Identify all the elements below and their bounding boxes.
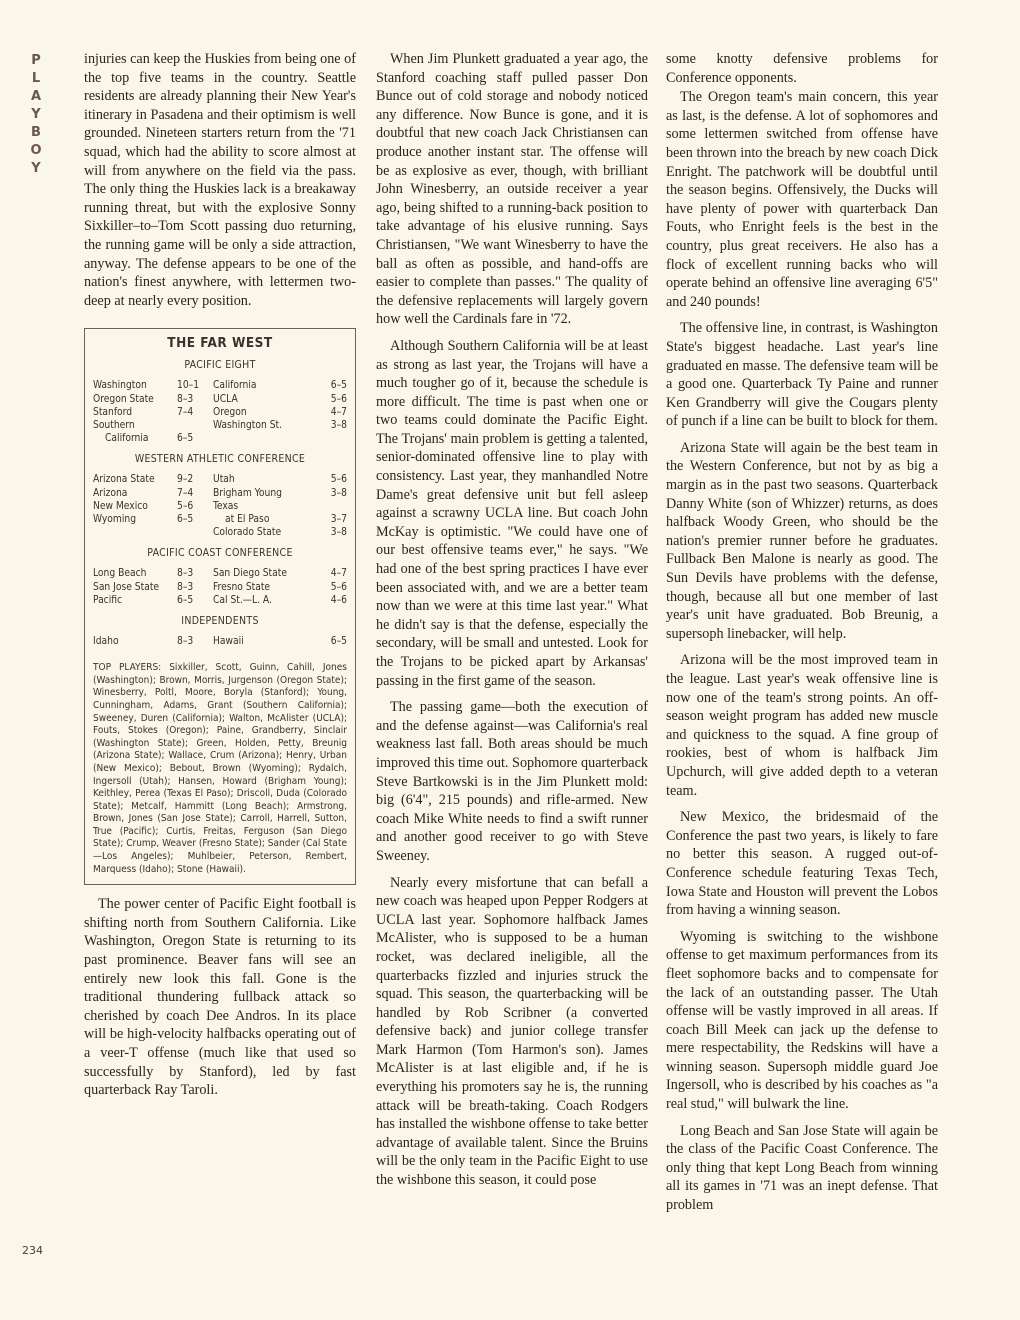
team-name: California [213,380,257,392]
team-name: San Diego State [213,568,287,580]
team-record: 6–5 [177,594,194,606]
team-record: 4–7 [330,406,347,418]
team-name: Texas [213,500,239,512]
team-record: 8–3 [177,635,194,647]
team-name: Stanford [93,406,133,418]
team-record: 5–6 [177,500,194,512]
conference-heading: PACIFIC EIGHT [184,359,256,372]
column-3 [666,50,938,1215]
paragraph: Although Southern California will be at least as strong as last year, the Trojans will have a much tougher go of it, because the schedule is more difficult. The time is past when one or two teams could dominate the Pacific Eight. The Trojans' main problem is getting a talented, senior-dominated offensive line to play with consistency. Last year, they manhandled Notre Dame's great defensive unit but fell asleep against a scrawny UCLA line. But coach John McKay is optimistic. "We could have one of our best offensive teams ever," he says. "We had one of the best spring practices I have ever been associated with, and we are a better team now than we were at this time last year." What he didn't say is that the defense, especially the secondary, will be small and untested. Look for the Trojans to be picked apart by Arkansas' passing in the first game of the season. [376,337,648,689]
masthead-letter: P [31,53,41,68]
team-name: Southern [93,419,135,431]
team-record: 3–8 [330,419,347,431]
team-name: Long Beach [93,568,147,580]
team-record: 4–6 [330,594,347,606]
top-players: TOP PLAYERS: Sixkiller, Scott, Guinn, Cahill, Jones (Washington); Brown, Morris, Jurgenson (Oregon State); Winesberry, Poltl, Moore, Boryla (Stanford); Young, Cunningham, Adams, Grant (Southern California); Sweeney, Duren (California); Walton, McAlister (UCLA); Fouts, Stokes (Oregon); Paine, Grandberry, Sinclair (Washington State); Green, Holden, Petty, Breunig (Arizona State); Wallace, Crum (Arizona); Henry, Urban (New Mexico); Bebout, Brown (Wyoming); Rydalch, Ingersoll (Utah); Hansen, Howard (Brigham Young); Keithley, Perea (Texas El Paso); Driscoll, Duda (Colorado State); Metcalf, Hammitt (Long Beach); Armstrong, Brown, Jones (San Jose State); Carroll, Harrell, Sutton, True (Pacific); Curtis, Freitas, Ferguson (San Diego State); Crump, Weaver (Fresno State); Sander (Cal State—Los Angeles); Muhlbeier, Peterson, Rembert, Marquess (Idaho); Stone (Hawaii). [93,662,348,875]
team-name: UCLA [213,393,238,405]
team-record: 5–6 [330,581,347,593]
team-record: 3–8 [330,487,347,499]
paragraph: Wyoming is switching to the wishbone offense to get maximum performances from its fleet sophomore backs and to compensate for the lack of an outstanding passer. The Utah offense will be vastly improved in all areas. If coach Bill Meek can jack up the defense to mere respectability, the Redskins will have a winning season. Supersoph middle guard Joe Ingersoll, who is described by his coaches as "a real stud," will bulwark the line. [666,928,938,1113]
team-record: 6–5 [330,380,347,392]
team-name: Oregon State [93,393,154,405]
masthead-letter: L [31,71,41,86]
masthead-letter: Y [31,107,41,122]
team-record: 7–4 [177,487,194,499]
conference-heading: WESTERN ATHLETIC CONFERENCE [134,453,306,466]
paragraph: injuries can keep the Huskies from being one of the top five teams in the country. Seattle residents are already planning their New Year's itinerary in Pasadena and their optimism is well grounded. Nineteen starters return from the '71 squad, which had the ability to score almost at will from anywhere on the field via the pass. The only thing the Huskies lack is a breakaway running threat, but with the explosive Sonny Sixkiller–to–Tom Scott passing duo returning, the running game will be only a side attraction, anyway. The defense appears to be one of the nation's finest anywhere, with lettermen two-deep at nearly every position. [84,51,356,309]
team-name: Washington St. [213,419,283,431]
far-west-sidebar [84,328,356,885]
team-name: at El Paso [225,513,270,525]
conference-standings [93,359,347,648]
team-name: Oregon [213,406,247,418]
team-record: 8–3 [177,393,194,405]
paragraph: The passing game—both the execution of and the defense against—was California's real weakness last fall. Both areas should be much improved this time out. Sophomore quarterback Steve Bartkowski is in the Jim Plunkett mold: big (6'4", 215 pounds) and rifle-armed. New coach Mike White needs to find a swift runner and another good receiver to go with Steve Sweeney. [376,699,648,864]
team-name: San Jose State [93,581,160,593]
conference-heading: PACIFIC COAST CONFERENCE [147,547,293,560]
masthead-letter: Y [31,161,41,176]
team-name: Pacific [93,594,123,606]
paragraph: When Jim Plunkett graduated a year ago, the Stanford coaching staff pulled passer Don Bunce out of cold storage and nobody noticed any difference. Now Bunce is gone, and it is doubtful that new coach Jack Christiansen can produce another instant star. The offense will be as explosive as ever, though, with brilliant John Winesberry, an outside receiver a year ago, being shifted to a running-back position to take advantage of his elusive running. Says Christiansen, "We want Winesberry to have the ball as often as possible, and hand-offs are easier to complete than passes." The quality of the defensive replacements will largely govern how well the Cardinals fare in '72. [376,51,648,328]
team-record [177,526,213,539]
team-record: 5–6 [330,393,347,405]
team-name: Hawaii [213,635,244,647]
standings-table [93,567,347,607]
team-record [323,500,347,513]
paragraph: The offensive line, in contrast, is Washington State's biggest headache. Last year's line graduated en masse. The defensive team will be a good one. Quarterback Ty Paine and runner Ken Grandberry will give the Cougars plenty of punch if a line can be built to block for them. [666,320,938,430]
team-name: Cal St.—L. A. [213,594,272,606]
team-name: Arizona [93,487,128,499]
team-name: Colorado State [213,527,282,539]
team-name: Washington [93,380,147,392]
team-record: 6–5 [177,433,194,445]
team-name: Brigham Young [213,487,282,499]
paragraph: The power center of Pacific Eight football is shifting north from Southern California. Like Washington, Oregon State is returning to its past prominence. Beaver fans will see an entirely new look this fall. Gone is the traditional thundering fullback attack so cherished by coach Dee Andros. In its place will be high-velocity halfbacks operating out of a veer-T offense (much like that used so successfully by Stanford), led by fast quarterback Ray Taroli. [84,896,356,1099]
team-record: 3–7 [330,513,347,525]
team-record: 8–3 [177,581,194,593]
page-number: 234 [22,1244,43,1257]
masthead-letter: O [30,143,42,158]
standings-table [93,635,347,648]
team-name: Utah [213,474,235,486]
playboy-masthead [26,52,46,178]
team-name: Wyoming [93,513,137,525]
column-2 [376,50,648,1190]
standings-table [93,379,347,445]
conference-heading: INDEPENDENTS [181,614,259,627]
paragraph: Arizona will be the most improved team in the league. Last year's weak offensive line is now one of the team's strong points. An off-season weight program has added new muscle and quickness to the squad. A fine group of rookies, best of whom is halfback Jim Upchurch, will give added depth to a veteran team. [666,652,938,799]
sidebar-title: THE FAR WEST [167,335,273,352]
team-record: 6–5 [330,635,347,647]
column-1 [84,50,356,1100]
paragraph: Arizona State will again be the best team in the Western Conference, but not by as big a margin as in the past two seasons. Quarterback Danny White (son of Whizzer) returns, as does halfback Woody Green, who should be the nation's premier runner before he graduates. Fullback Ben Malone is nearly as good. The Sun Devils have problems with the defense, though, because all but one member of last year's unit have graduated. Bob Breunig, a supersoph linebacker, will help. [666,439,938,642]
team-record: 9–2 [177,474,194,486]
team-name: Arizona State [93,474,155,486]
paragraph: some knotty defensive problems for Conference opponents. [666,51,938,86]
standings-table [93,473,347,539]
team-record: 8–3 [177,568,194,580]
masthead-letter: A [30,89,42,104]
paragraph: The Oregon team's main concern, this year as last, is the defense. A lot of sophomores and some lettermen switched from offense have been thrown into the breach by new coach Dick Enright. The patchwork will be doubtful until the season begins. Offensively, the Ducks will have plenty of power with quarterback Dan Fouts, who Enright feels is the best in the country, plus great receivers. He also has a flock of excellent running backs who will operate behind an offensive line averaging 6'5" and 240 pounds! [666,89,938,310]
team-name [93,526,177,539]
team-name: Fresno State [213,581,271,593]
team-record: 5–6 [330,474,347,486]
team-record: 10–1 [177,380,200,392]
team-record: 6–5 [177,513,194,525]
paragraph: Nearly every misfortune that can befall a new coach was heaped upon Pepper Rodgers at UCLA last year. Sophomore halfback James McAlister, who is supposed to be a human rocket, was declared ineligible, all the quarterbacks fizzled and injuries struck the squad. This season, the quarterbacking will be handled by Rob Scribner (a converted defensive back) and junior college transfer Mark Harmon (Tom Harmon's son). James McAlister is at last eligible and, if he is everything his promoters say he is, the running attack will be breath-taking. Coach Rodgers has installed the wishbone offense to take better advantage of available talent. Since the Bruins will be the only team in the Pacific Eight to use the wishbone this season, it could pose [376,874,648,1189]
paragraph: Long Beach and San Jose State will again be the class of the Pacific Coast Conference. The only thing that kept Long Beach from winning all its games in '71 was an inept defense. That problem [666,1122,938,1214]
team-record: 4–7 [330,568,347,580]
team-record [323,432,347,445]
team-record [177,419,213,432]
team-name: California [105,433,149,445]
team-name [213,432,323,445]
team-name: Idaho [93,635,119,647]
masthead-letter: B [31,125,41,140]
team-record: 7–4 [177,406,194,418]
team-record: 3–8 [330,527,347,539]
paragraph: New Mexico, the bridesmaid of the Conference the past two years, is likely to fare no better this season. A rugged out-of-Conference schedule featuring Texas Tech, Iowa State and Houston will prevent the Lobos from having a winning season. [666,809,938,919]
team-name: New Mexico [93,500,148,512]
